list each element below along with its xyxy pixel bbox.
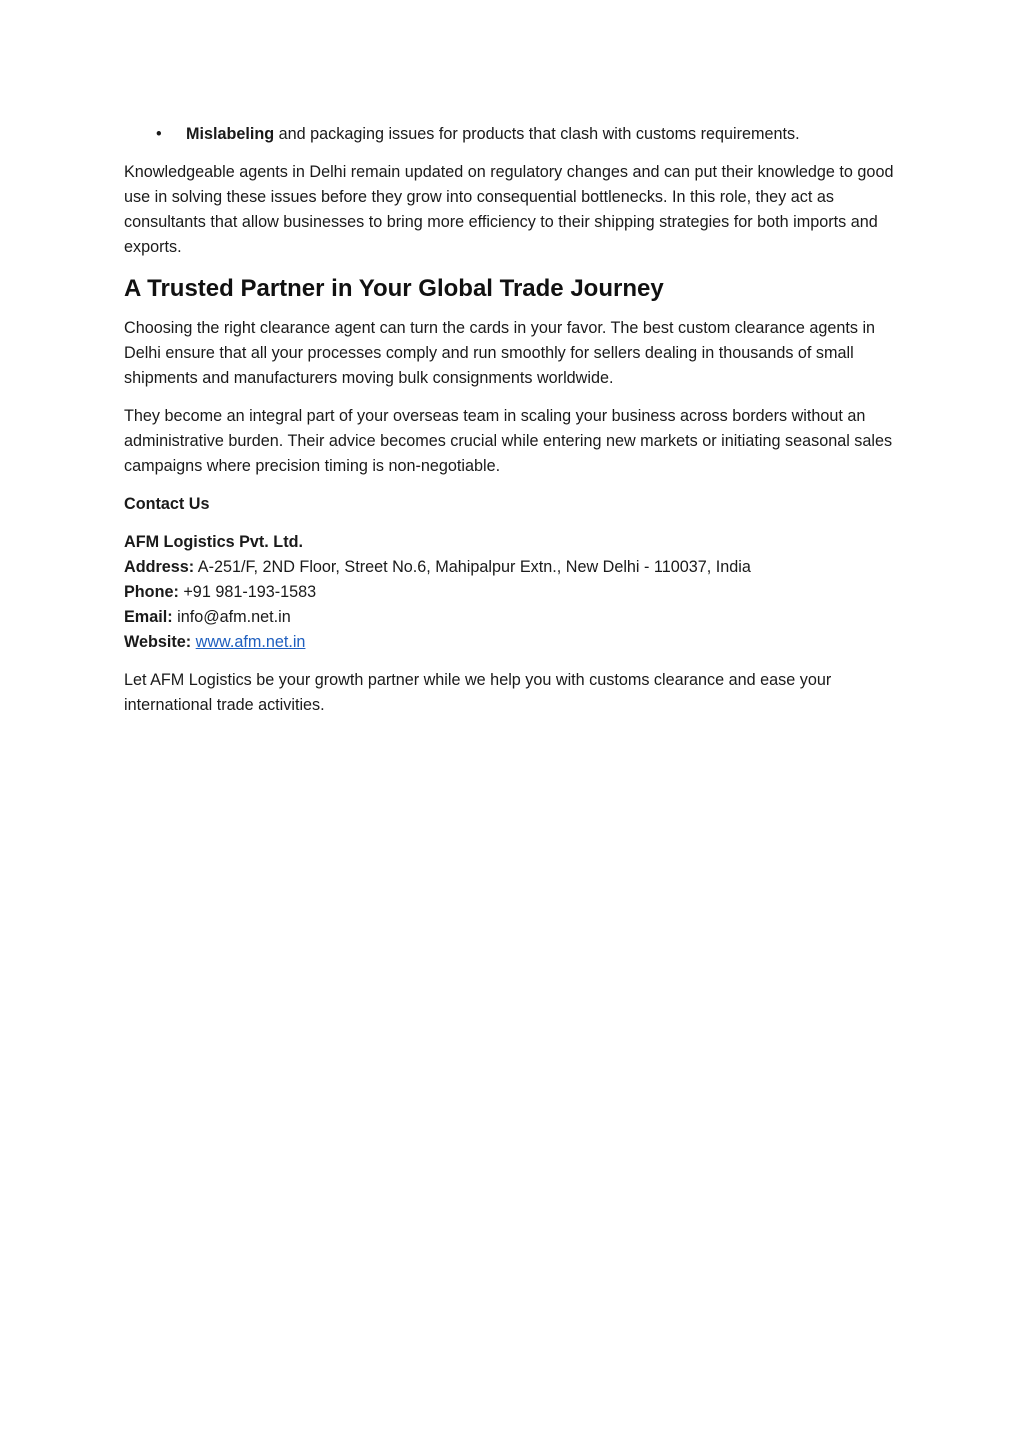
paragraph-agents-knowledge: Knowledgeable agents in Delhi remain updated on regulatory changes and can put their knowledge to good use in solving these issues before they grow into consequential bottlenecks. In this role, they act as consultants that allow businesses to bring more efficiency to their shipping strategies for both imports and exports.	[124, 163, 894, 256]
bullet-bold-term: Mislabeling	[186, 125, 275, 143]
website-label: Website:	[124, 633, 192, 651]
phone-line	[124, 580, 900, 605]
address-line	[124, 555, 900, 580]
section-heading: A Trusted Partner in Your Global Trade Journey	[124, 275, 664, 302]
paragraph-integral-part: They become an integral part of your overseas team in scaling your business across borders without an administrative burden. Their advice becomes crucial while entering new markets or initiating seasonal sales campaigns where precision timing is non-negotiable.	[124, 407, 893, 475]
website-link[interactable]: www.afm.net.in	[195, 633, 306, 651]
address-value: A-251/F, 2ND Floor, Street No.6, Mahipalpur Extn., New Delhi - 110037, India	[194, 558, 751, 576]
contact-block	[124, 530, 900, 655]
bullet-list	[124, 122, 900, 147]
email-label: Email:	[124, 608, 173, 626]
paragraph-choosing-agent: Choosing the right clearance agent can turn the cards in your favor. The best custom clearance agents in Delhi ensure that all your processes comply and run smoothly for sellers dealing in thousands of small shipments and manufacturers moving bulk consignments worldwide.	[124, 319, 876, 387]
bullet-icon: •	[156, 125, 162, 143]
document-page	[124, 122, 900, 731]
phone-label: Phone:	[124, 583, 179, 601]
list-item	[124, 122, 900, 147]
email-value: info@afm.net.in	[172, 608, 291, 626]
website-line	[124, 630, 900, 655]
contact-title: Contact Us	[124, 495, 210, 513]
bullet-text: and packaging issues for products that clash with customs requirements.	[274, 125, 800, 143]
phone-value: +91 981-193-1583	[178, 583, 317, 601]
company-name: AFM Logistics Pvt. Ltd.	[124, 533, 303, 551]
email-line	[124, 605, 900, 630]
address-label: Address:	[124, 558, 195, 576]
closing-paragraph: Let AFM Logistics be your growth partner while we help you with customs clearance and ease your international trade activities.	[124, 671, 832, 714]
